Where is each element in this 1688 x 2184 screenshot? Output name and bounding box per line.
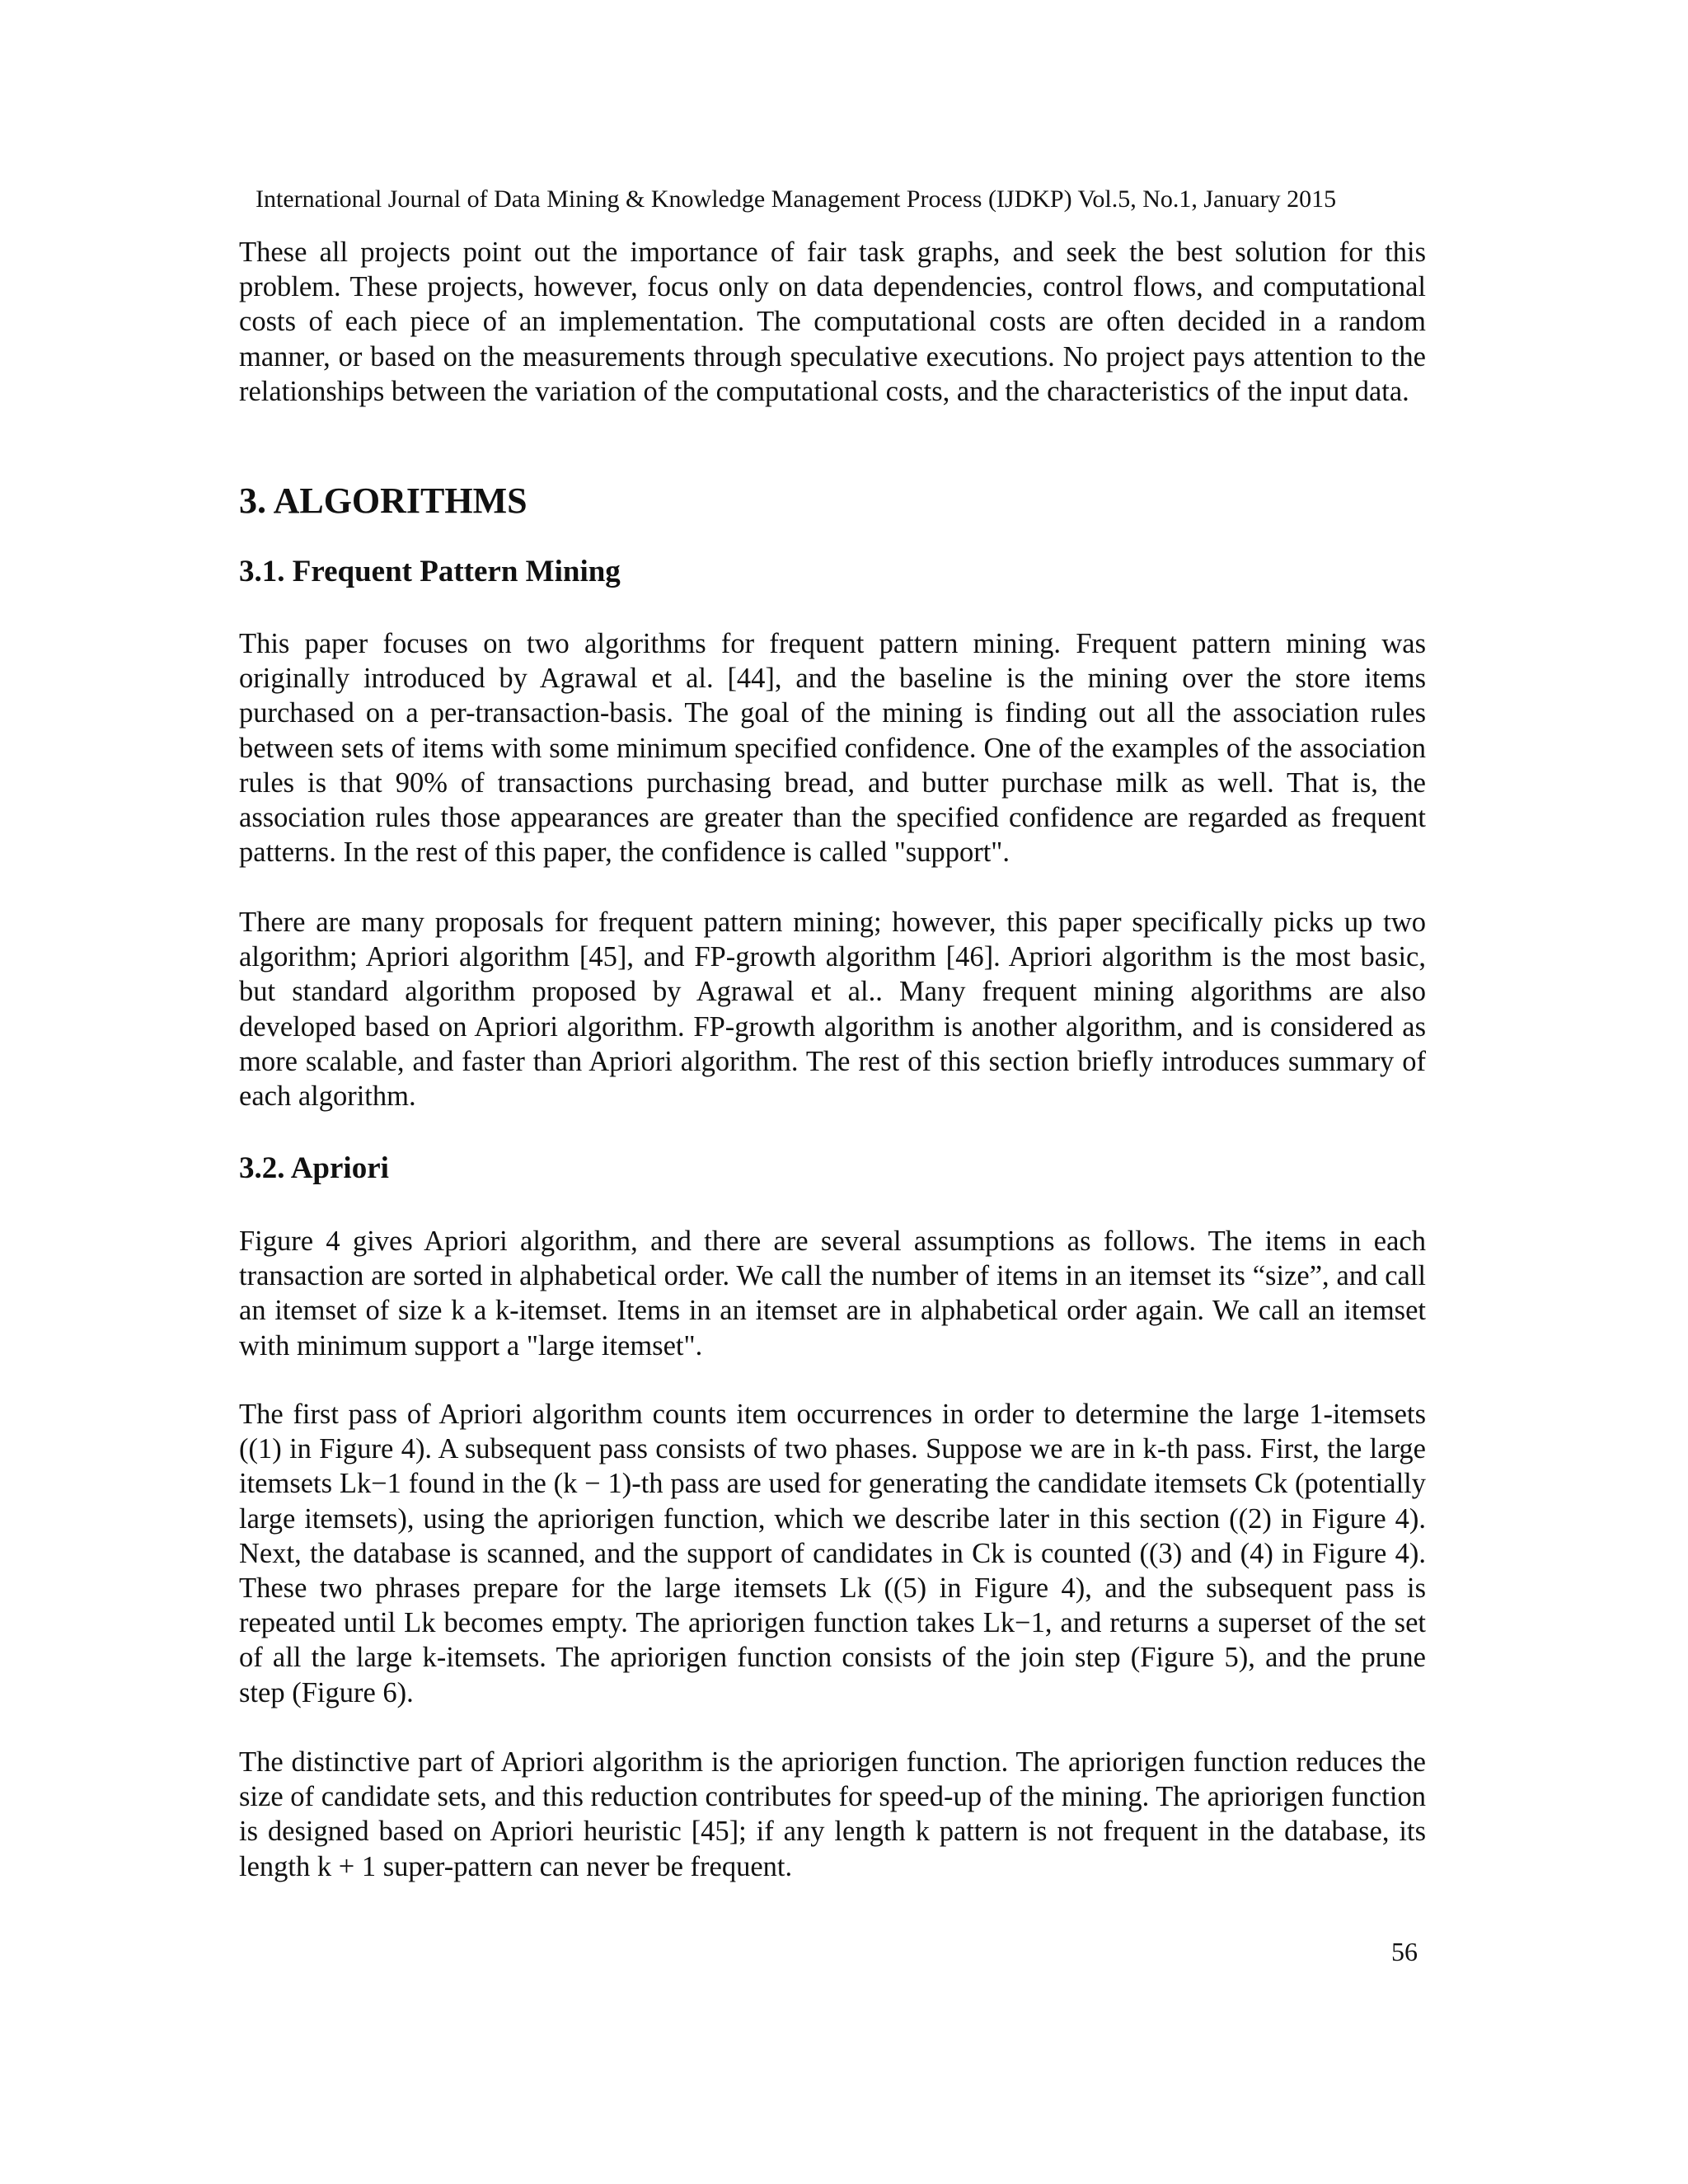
section-heading-algorithms: 3. ALGORITHMS <box>239 480 528 521</box>
subsection-heading-frequent-pattern-mining: 3.1. Frequent Pattern Mining <box>239 555 621 588</box>
apriori-paragraph-2: The first pass of Apriori algorithm counts item occurrences in order to determine the large 1-itemsets ((1) in Figure 4). A subsequent pass consists of two phases. Suppose we are in k-th pass. First, the large itemsets Lk−1 found in the (k − 1)-th pass are used for generating the candidate itemsets Ck (potentially large itemsets), using the apriorigen function, which we describe later in this section ((2) in Figure 4). Next, the database is scanned, and the support of candidates in Ck is counted ((3) and (4) in Figure 4). These two phrases prepare for the large itemsets Lk ((5) in Figure 4), and the subsequent pass is repeated until Lk becomes empty. The apriorigen function takes Lk−1, and returns a superset of the set of all the large k-itemsets. The apriorigen function consists of the join step (Figure 5), and the prune step (Figure 6). <box>239 1399 1426 1708</box>
intro-paragraph: These all projects point out the importance of fair task graphs, and seek the best solution for this problem. These projects, however, focus only on data dependencies, control flows, and computational costs of each piece of an implementation. The computational costs are often decided in a random manner, or based on the measurements through speculative executions. No project pays attention to the relationships between the variation of the computational costs, and the characteristics of the input data. <box>239 237 1426 407</box>
subsection-heading-apriori: 3.2. Apriori <box>239 1151 389 1185</box>
apriori-paragraph-3: The distinctive part of Apriori algorithm is the apriorigen function. The apriorigen function reduces the size of candidate sets, and this reduction contributes for speed-up of the mining. The apriorigen function is designed based on Apriori heuristic [45]; if any length k pattern is not frequent in the database, its length k + 1 super-pattern can never be frequent. <box>239 1746 1426 1882</box>
frequent-pattern-paragraph-1: This paper focuses on two algorithms for frequent pattern mining. Frequent pattern mining was originally introduced by Agrawal et al. [44], and the baseline is the mining over the store items purchased on a per-transaction-basis. The goal of the mining is finding out all the association rules between sets of items with some minimum specified confidence. One of the examples of the association rules is that 90% of transactions purchasing bread, and butter purchase milk as well. That is, the association rules those appearances are greater than the specified confidence are regarded as frequent patterns. In the rest of this paper, the confidence is called "support". <box>239 628 1426 869</box>
apriori-paragraph-1: Figure 4 gives Apriori algorithm, and there are several assumptions as follows. The items in each transaction are sorted in alphabetical order. We call the number of items in an itemset its “size”, and call an itemset of size k a k-itemset. Items in an itemset are in alphabetical order again. We call an itemset with minimum support a "large itemset". <box>239 1226 1426 1361</box>
page-number: 56 <box>1391 1937 1418 1966</box>
running-head: International Journal of Data Mining & Knowledge Management Process (IJDKP) Vol.5, No.1, January 2015 <box>256 185 1337 213</box>
frequent-pattern-paragraph-2: There are many proposals for frequent pattern mining; however, this paper specifically picks up two algorithm; Apriori algorithm [45], and FP-growth algorithm [46]. Apriori algorithm is the most basic, but standard algorithm proposed by Agrawal et al.. Many frequent mining algorithms are also developed based on Apriori algorithm. FP-growth algorithm is another algorithm, and is considered as more scalable, and faster than Apriori algorithm. The rest of this section briefly introduces summary of each algorithm. <box>239 907 1426 1113</box>
